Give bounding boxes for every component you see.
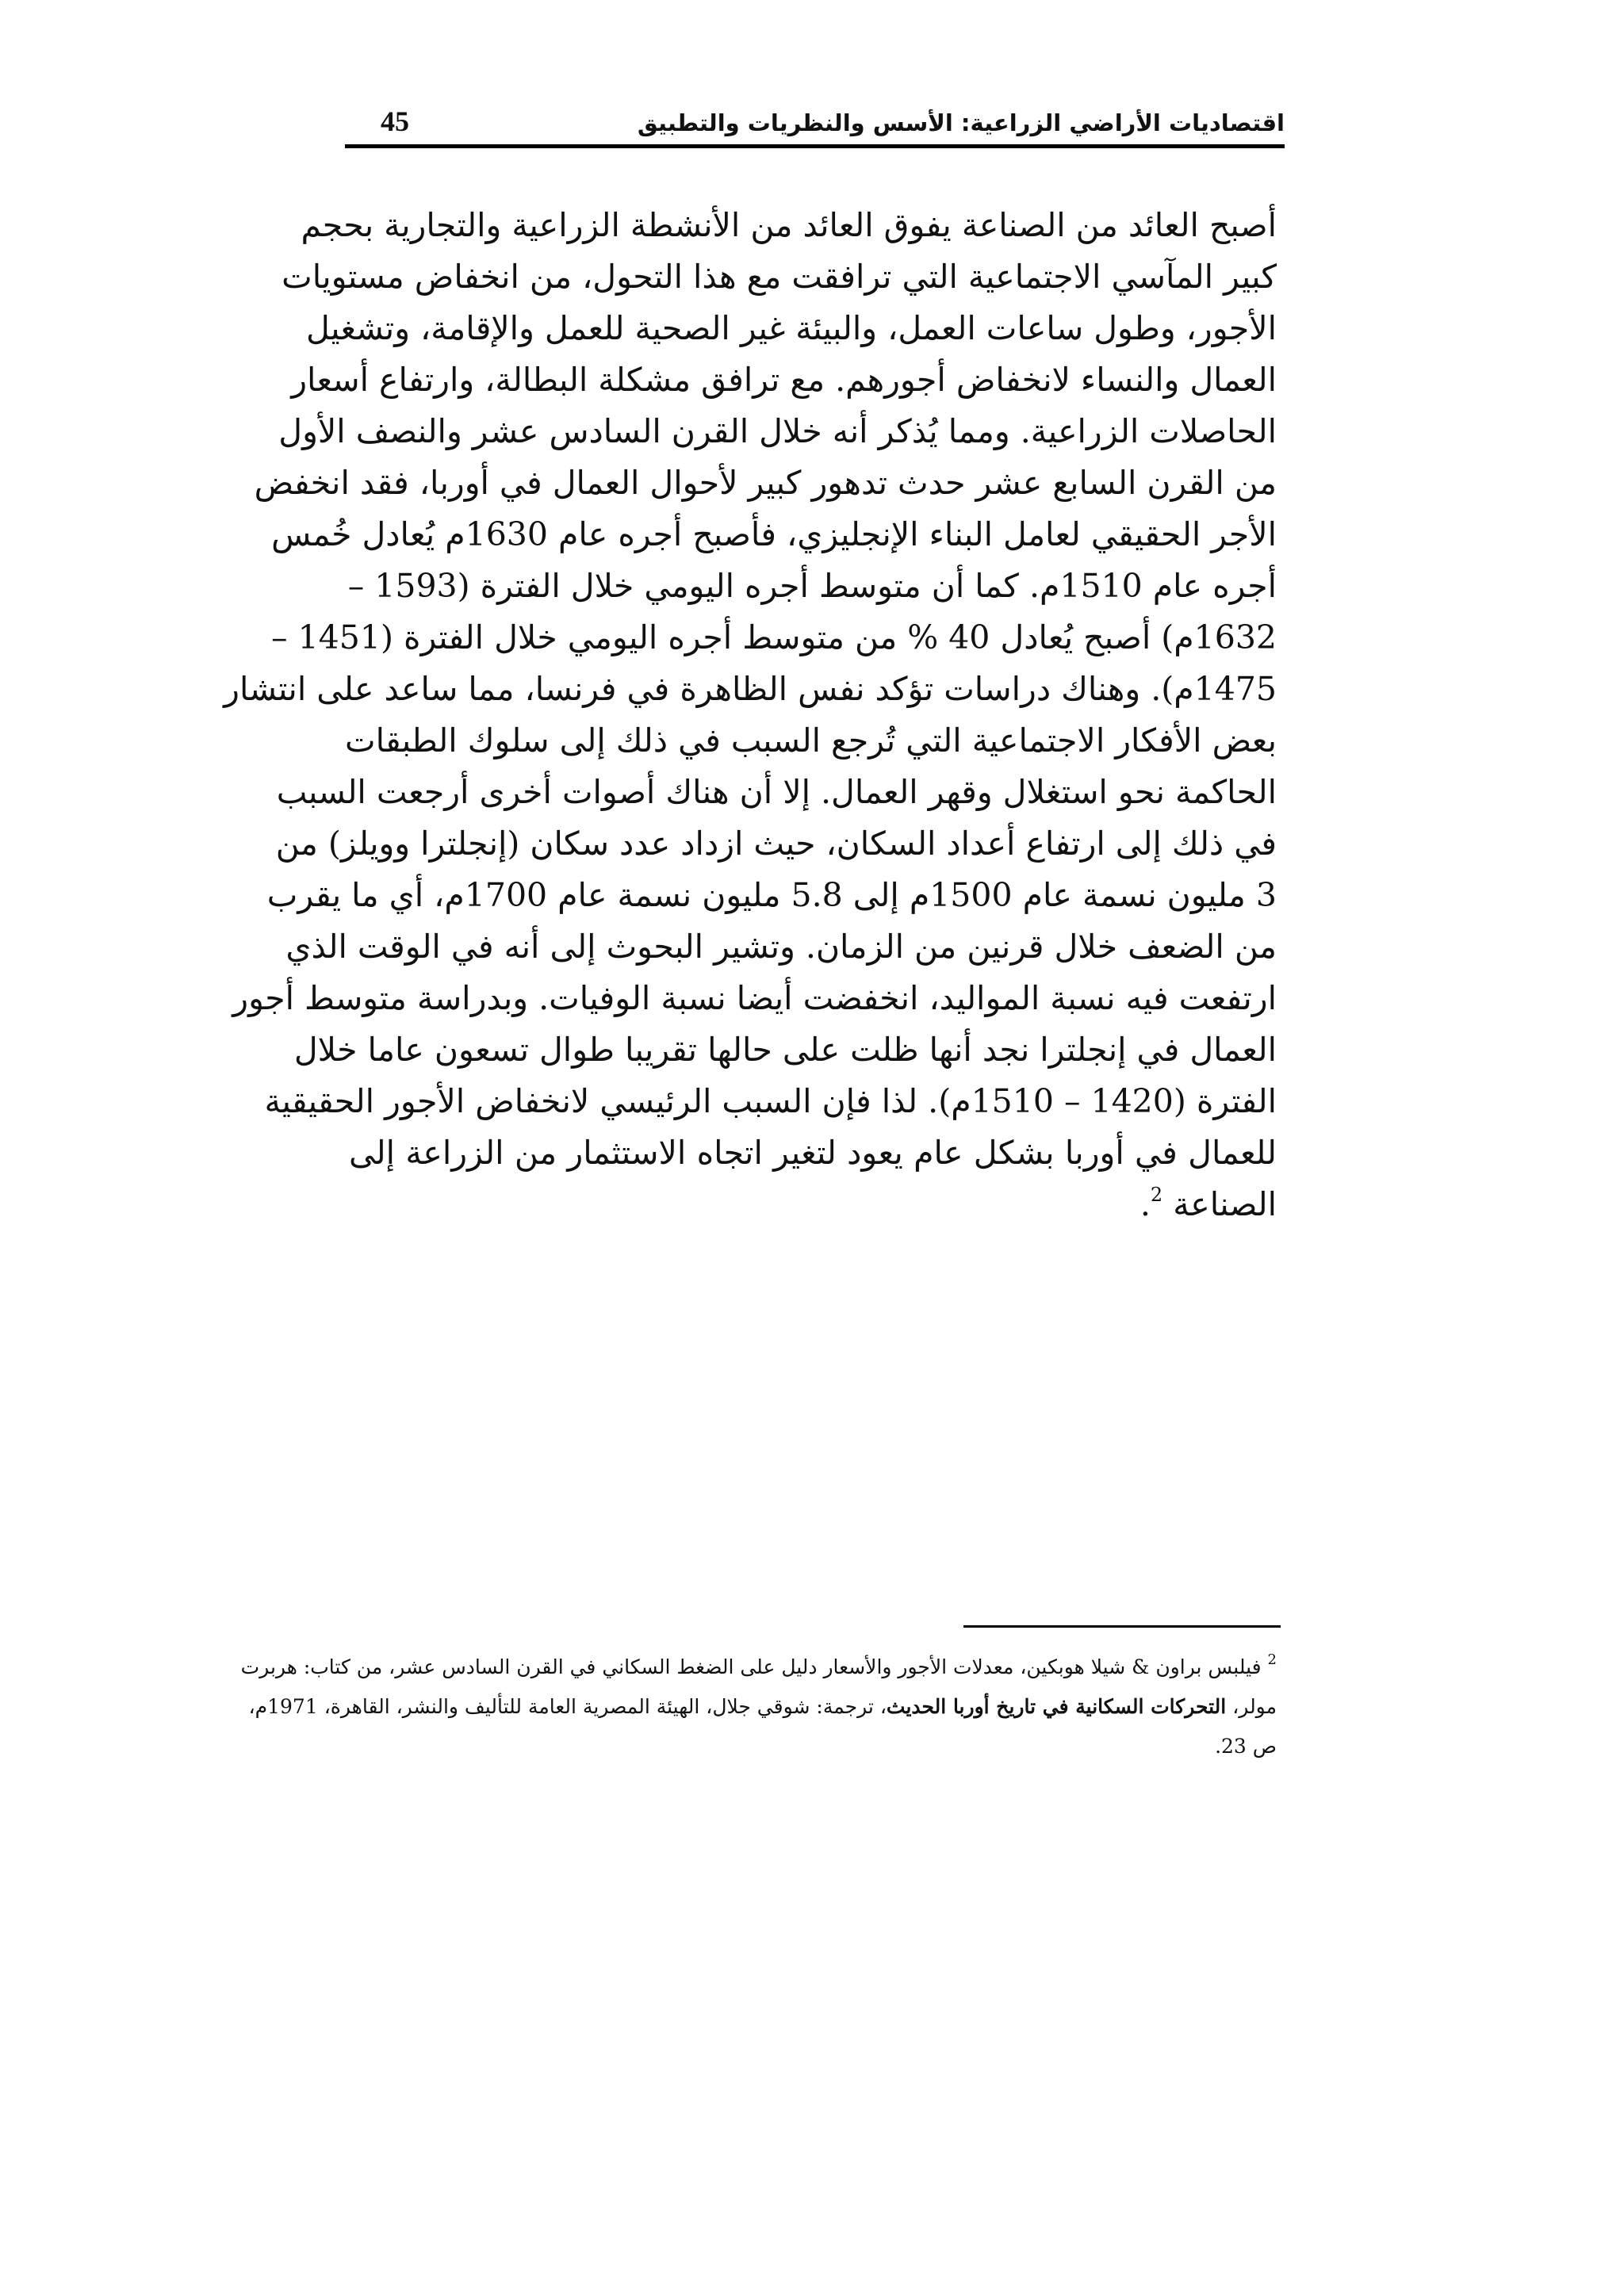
paragraph-line: للعمال في أوربا بشكل عام يعود لتغير اتجاه الاستثمار من الزراعة إلى bbox=[349, 1134, 1277, 1172]
paragraph-line: العمال والنساء لانخفاض أجورهم. مع ترافق مشكلة البطالة، وارتفاع أسعار bbox=[291, 361, 1277, 399]
footnote-line bbox=[349, 1727, 1277, 1766]
footnote-reference[interactable]: 2 bbox=[1150, 1184, 1163, 1206]
paragraph-line: بعض الأفكار الاجتماعية التي تُرجع السبب في ذلك إلى سلوك الطبقات bbox=[344, 721, 1277, 760]
paragraph-line: الأجور، وطول ساعات العمل، والبيئة غير الصحية للعمل والإقامة، وتشغيل bbox=[306, 309, 1277, 347]
paragraph-last-line bbox=[349, 1179, 1277, 1230]
paragraph-line: الفترة (1420 – 1510م). لذا فإن السبب الرئيسي لانخفاض الأجور الحقيقية bbox=[264, 1082, 1277, 1120]
last-line-period: . bbox=[1139, 1185, 1151, 1223]
paragraph-line: الأجر الحقيقي لعامل البناء الإنجليزي، فأصبح أجره عام 1630م يُعادل خُمس bbox=[271, 515, 1277, 553]
footnote-publication: ، ترجمة: شوقي جلال، الهيئة المصرية العامة للتأليف والنشر، القاهرة، 1971م، bbox=[248, 1695, 887, 1718]
paragraph-line: 1475م). وهناك دراسات تؤكد نفس الظاهرة في فرنسا، مما ساعد على انتشار bbox=[224, 670, 1277, 708]
paragraph-line: كبير المآسي الاجتماعية التي ترافقت مع هذا التحول، من انخفاض مستويات bbox=[282, 258, 1277, 296]
book-title: اقتصاديات الأراضي الزراعية: الأسس والنظريات والتطبيق bbox=[637, 109, 1285, 136]
page-number: 45 bbox=[381, 105, 409, 137]
paragraph-line: من القرن السابع عشر حدث تدهور كبير لأحوال العمال في أوربا، فقد انخفض bbox=[254, 464, 1277, 502]
paragraph-line: أصبح العائد من الصناعة يفوق العائد من الأنشطة الزراعية والتجارية بحجم bbox=[301, 206, 1277, 244]
paragraph-line: أجره عام 1510م. كما أن متوسط أجره اليومي خلال الفترة (1593 – bbox=[347, 567, 1277, 605]
footnote-line bbox=[248, 1687, 1277, 1727]
footnote-line bbox=[240, 1647, 1277, 1687]
footnote-page: ص 23. bbox=[1215, 1735, 1277, 1758]
paragraph-line: 3 مليون نسمة عام 1500م إلى 5.8 مليون نسمة عام 1700م، أي ما يقرب bbox=[266, 876, 1277, 914]
footnote-marker: 2 bbox=[1267, 1651, 1277, 1668]
paragraph-line: الحاصلات الزراعية. ومما يُذكر أنه خلال القرن السادس عشر والنصف الأول bbox=[278, 412, 1277, 450]
footnote-book-title: التحركات السكانية في تاريخ أوربا الحديث bbox=[886, 1695, 1227, 1718]
last-line-text: الصناعة bbox=[1173, 1185, 1277, 1223]
footnote-citation-text: فيلبس براون & شيلا هوبكين، معدلات الأجور والأسعار دليل على الضغط السكاني في القرن السادس عشر، من كتاب: هربرت bbox=[240, 1655, 1262, 1678]
header-rule bbox=[345, 144, 1285, 148]
running-header bbox=[345, 103, 1285, 143]
paragraph-line: الحاكمة نحو استغلال وقهر العمال. إلا أن هناك أصوات أخرى أرجعت السبب bbox=[276, 773, 1277, 811]
footnote bbox=[240, 1647, 1277, 1766]
paragraph-line: ارتفعت فيه نسبة المواليد، انخفضت أيضا نسبة الوفيات. وبدراسة متوسط أجور bbox=[232, 979, 1277, 1017]
paragraph-line: 1632م) أصبح يُعادل 40 % من متوسط أجره اليومي خلال الفترة (1451 – bbox=[271, 618, 1277, 656]
paragraph-line: العمال في إنجلترا نجد أنها ظلت على حالها تقريبا طوال تسعون عاما خلال bbox=[293, 1031, 1277, 1069]
body-paragraph bbox=[224, 200, 1277, 1230]
footnote-separator bbox=[963, 1625, 1281, 1628]
paragraph-line: من الضعف خلال قرنين من الزمان. وتشير البحوث إلى أنه في الوقت الذي bbox=[285, 928, 1277, 966]
footnote-author: مولر، bbox=[1232, 1695, 1277, 1718]
paragraph-line: في ذلك إلى ارتفاع أعداد السكان، حيث ازداد عدد سكان (إنجلترا وويلز) من bbox=[275, 825, 1277, 863]
